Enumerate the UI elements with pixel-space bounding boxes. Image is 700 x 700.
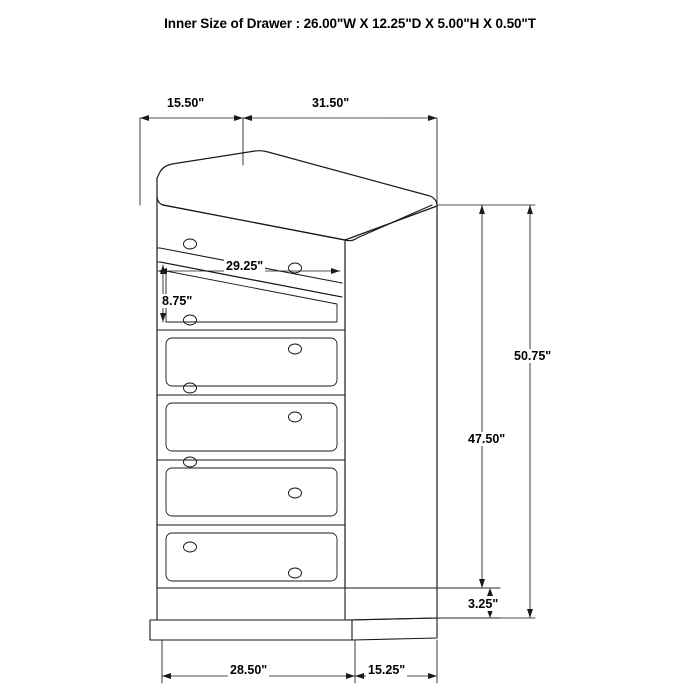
dim-base-height: 3.25" <box>468 597 499 611</box>
dim-base-width: 28.50" <box>230 663 268 677</box>
dimension-arrowheads <box>140 115 533 679</box>
dim-drawer-width: 29.25" <box>226 259 264 273</box>
drawer-panel-insets <box>166 271 337 581</box>
page-title: Inner Size of Drawer : 26.00"W X 12.25"D X 5.00"H X 0.50"T <box>164 16 536 31</box>
drawer-knobs <box>184 239 302 578</box>
drawer-fronts <box>157 248 345 525</box>
chest-base <box>150 588 437 640</box>
dim-top-left: 15.50" <box>167 96 205 110</box>
dim-base-depth: 15.25" <box>368 663 406 677</box>
chest-outline <box>157 151 437 588</box>
dim-top-right: 31.50" <box>312 96 350 110</box>
dim-body-height: 47.50" <box>468 432 506 446</box>
dim-drawer-height: 8.75" <box>162 294 193 308</box>
dim-overall-height: 50.75" <box>514 349 552 363</box>
